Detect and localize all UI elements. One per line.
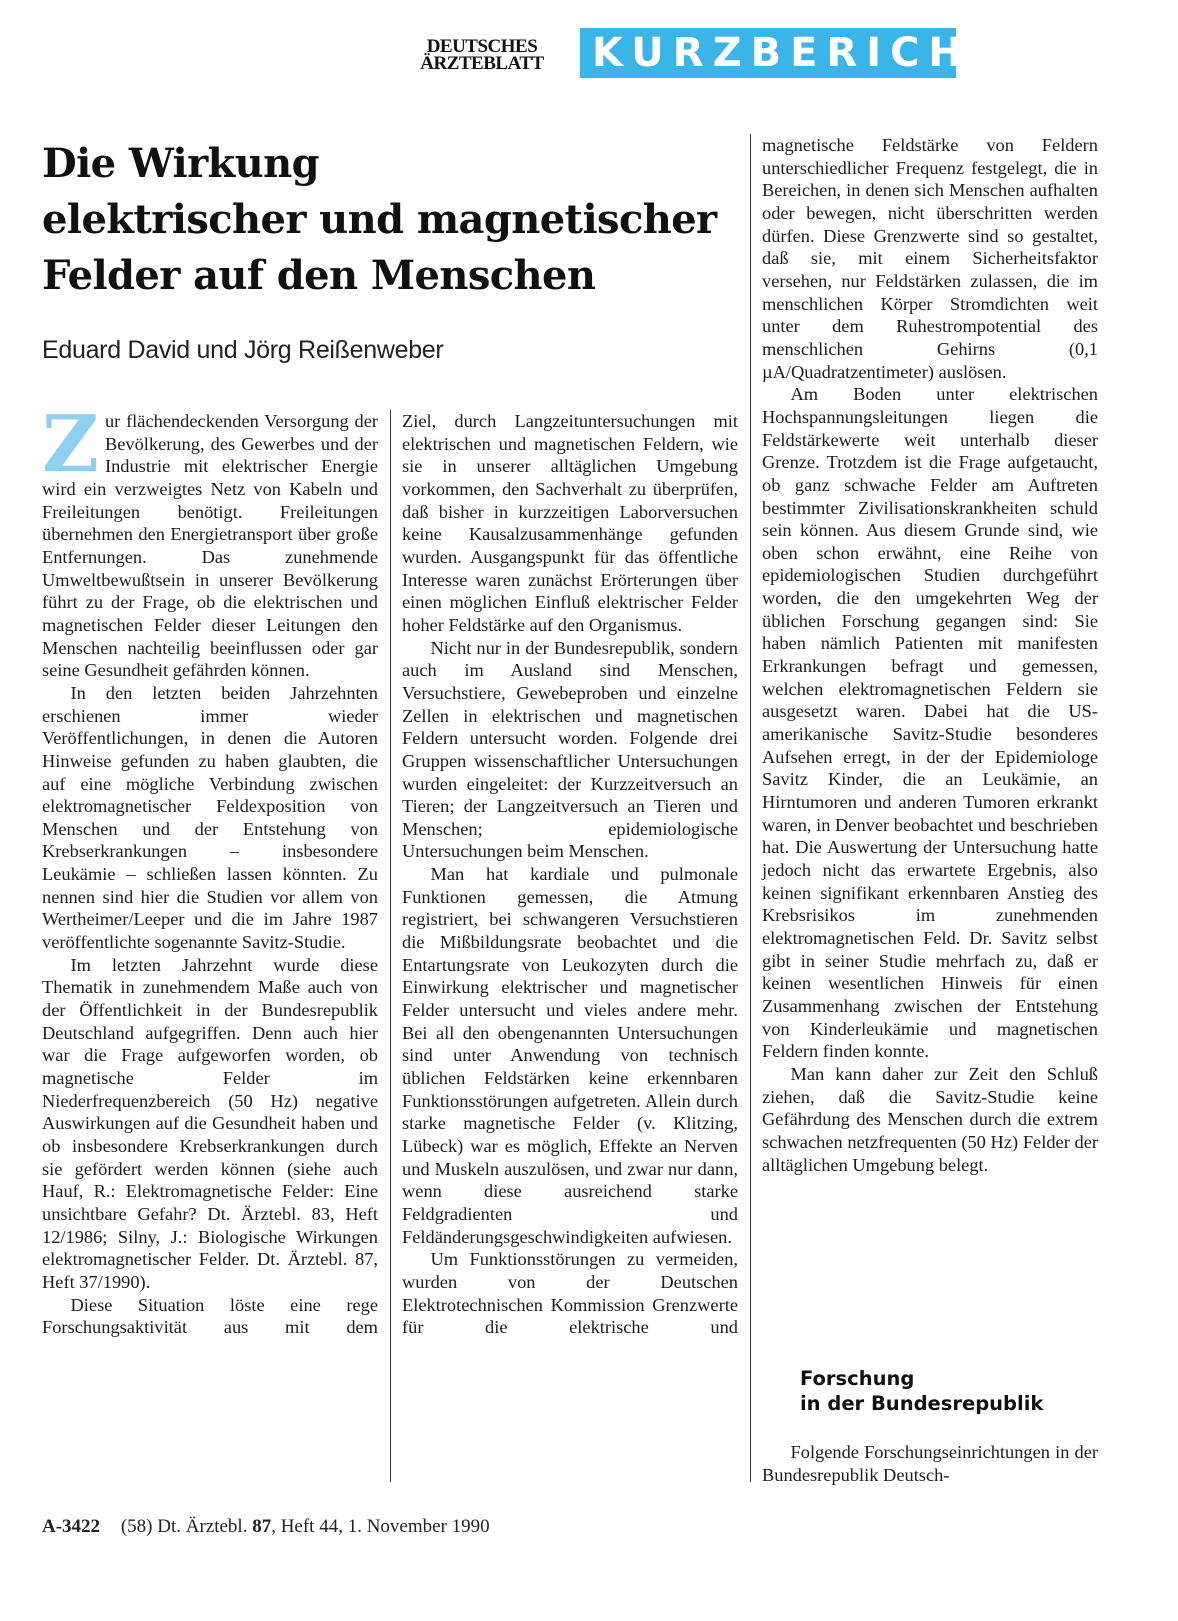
masthead <box>402 20 1008 84</box>
paragraph-text: ur flächendeckenden Versorgung der Bevölkerung, des Gewerbes und der Industrie mit elektrischer Energie wird ein verzweigtes Netz von Kabeln und Freileitungen benötigt. Freileitungen übernehmen den Energietransport über große Entfernungen. Das zunehmende Umweltbewußtsein in unserer Bevölkerung führt zu der Frage, ob die elektrischen und magnetischen Felder dieser Leitungen den Menschen nachteilig beeinflussen oder gar seine Gesundheit gefährden können. <box>42 411 378 681</box>
issue-date: , Heft 44, 1. November 1990 <box>271 1516 490 1537</box>
journal-logo <box>402 38 562 72</box>
journal-abbreviation: Dt. Ärztebl. <box>157 1516 248 1537</box>
section-banner: KURZBERICHT <box>580 28 956 78</box>
paragraph: In den letzten beiden Jahrzehnten erschienen immer wieder Veröffentlichungen, in denen die Autoren Hinweise gefunden zu haben glaubten, die auf eine mögliche Verbindung zwischen elektromagnetischer Feldexposition von Menschen und der Entstehung von Krebserkrankungen – insbesondere Leukämie – schließen lassen könnten. Zu nennen sind hier die Studien vor allem von Wertheimer/Leeper und die im Jahre 1987 veröffentlichte sogenannte Savitz-Studie. <box>42 682 378 953</box>
paragraph: Man hat kardiale und pulmonale Funktionen gemessen, die Atmung registriert, bei schwangeren Versuchstieren die Mißbildungsrate beobachtet und die Entartungsrate von Leukozyten durch die Einwirkung elektrischer und magnetischer Felder untersucht und vieles andere mehr. Bei all den obengenannten Untersuchungen sind unter Anwendung von technisch üblichen Feldstärken keine erkennbaren Funktionsstörungen aufgetreten. Allein durch starke magnetische Felder (v. Klitzing, Lübeck) war es möglich, Effekte an Nerven und Muskeln auszulösen, und zwar nur dann, wenn diese ausreichend starke Feldgradienten und Feldänderungsgeschwindigkeiten aufwiesen. <box>402 864 738 1247</box>
title-line3: Felder auf den Menschen <box>42 252 596 299</box>
journal-name-line1: DEUTSCHES <box>426 36 538 57</box>
section-heading-line2: in der Bundesrepublik <box>800 1392 1044 1415</box>
text-column-3 <box>762 134 1098 1176</box>
page-number: (58) <box>120 1516 153 1537</box>
section-heading-line1: Forschung <box>800 1367 915 1390</box>
article-title <box>42 136 748 304</box>
paragraph: Um Funktionsstörungen zu vermeiden, wurden von der Deutschen Elektrotechnischen Kommission Grenzwerte für die elektrische und <box>402 1249 738 1338</box>
volume-number: 87 <box>252 1516 272 1537</box>
journal-name-line2: ÄRZTEBLATT <box>420 53 544 74</box>
column-rule-2 <box>750 134 751 1482</box>
column-rule-1 <box>390 410 391 1482</box>
text-column-3-continued <box>762 1441 1098 1486</box>
title-line1: Die Wirkung <box>42 140 319 187</box>
paragraph: Im letzten Jahrzehnt wurde diese Thematik in zunehmendem Maße auch von der Öffentlichkeit in der Bundesrepublik Deutschland aufgegriffen. Denn auch hier war die Frage aufgeworfen worden, ob magnetische Felder im Niederfrequenzbereich (50 Hz) negative Auswirkungen auf die Gesundheit haben und ob insbesondere Krebserkrankungen durch sie gefördert werden können (siehe auch Hauf, R.: Elektromagnetische Felder: Eine unsichtbare Gefahr? Dt. Ärztebl. 83, Heft 12/1986; Silny, J.: Biologische Wirkungen elektromagnetischer Felder. Dt. Ärztebl. 87, Heft 37/1990). <box>42 954 378 1292</box>
title-line2: elektrischer und magnetischer <box>42 196 717 243</box>
paragraph: Nicht nur in der Bundesrepublik, sondern auch im Ausland sind Menschen, Versuchstiere, Gewebeproben und einzelne Zellen in elektrischen und magnetischen Feldern untersucht worden. Folgende drei Gruppen wissenschaftlicher Untersuchungen wurden eingeleitet: der Kurzzeitversuch an Tieren; der Langzeitversuch an Tieren und Menschen; epidemiologische Untersuchungen beim Menschen. <box>402 637 738 862</box>
paragraph: Diese Situation löste eine rege Forschungsaktivität aus mit dem <box>42 1294 378 1338</box>
paragraph: Am Boden unter elektrischen Hochspannungsleitungen liegen die Feldstärkewerte weit unterhalb dieser Grenze. Trotzdem ist die Frage aufgetaucht, ob ganz schwache Felder am Auftreten bestimmter Zivilisationskrankheiten schuld sein können. Aus diesem Grunde sind, wie oben schon erwähnt, eine Reihe von epidemiologischen Studien durchgeführt worden, die den umgekehrten Weg der üblichen Forschung gegangen sind: Sie haben nämlich Patienten mit manifesten Erkrankungen befragt und gemessen, welchen elektromagnetischen Feldern sie ausgesetzt waren. Dabei hat die US-amerikanische Savitz-Studie besonderes Aufsehen erregt, in der der Epidemiologe Savitz Kinder, die an Leukämie, an Hirntumoren und anderen Tumoren erkrankt waren, in Denver beobachtet und beschrieben hat. Die Auswertung der Untersuchung hatte jedoch nicht das erwartete Ergebnis, also keinen signifikant erkennbaren Anstieg des Krebsrisikos im zunehmenden elektromagnetischen Feld. Dr. Savitz selbst gibt in seiner Studie mehrfach zu, daß er keinen wesentlichen Hinweis für einen Zusammenhang zwischen der Entstehung von Kinderleukämie und magnetischen Feldern finden konnte. <box>762 384 1098 1062</box>
page-code: A-3422 <box>42 1516 101 1537</box>
paragraph <box>42 399 378 682</box>
authors: Eduard David und Jörg Reißenweber <box>42 336 444 364</box>
text-column-2 <box>402 410 738 1339</box>
text-column-1 <box>42 399 378 1339</box>
drop-cap: Z <box>42 399 99 490</box>
page-footer <box>42 1516 490 1538</box>
section-heading <box>800 1366 1043 1416</box>
paragraph: Ziel, durch Langzeituntersuchungen mit elektrischen und magnetischen Feldern, wie sie in unserer alltäglichen Umgebung vorkommen, den Sachverhalt zu überprüfen, daß bisher in kurzzeitigen Laborversuchen keine Kausalzusammenhänge gefunden wurden. Ausgangspunkt für das öffentliche Interesse waren zunächst Erörterungen über einen möglichen Einfluß elektrischer Felder hoher Feldstärke auf den Organismus. <box>402 411 738 635</box>
paragraph: Man kann daher zur Zeit den Schluß ziehen, daß die Savitz-Studie keine Gefährdung des Menschen durch die extrem schwachen netzfrequenten (50 Hz) Felder der alltäglichen Umgebung belegt. <box>762 1063 1098 1175</box>
paragraph: magnetische Feldstärke von Feldern unterschiedlicher Frequenz festgelegt, die in Bereichen, in denen sich Menschen aufhalten oder bewegen, nicht überschritten werden dürfen. Diese Grenzwerte sind so gestaltet, daß sie, mit einem Sicherheitsfaktor versehen, nur Feldstärken zulassen, die im menschlichen Körper Stromdichten weit unter dem Ruhestrompotential des menschlichen Gehirns (0,1 µA/Quadratzentimeter) auslösen. <box>762 135 1098 382</box>
paragraph: Folgende Forschungseinrichtungen in der Bundesrepublik Deutsch- <box>762 1442 1098 1485</box>
title-block <box>42 136 748 304</box>
